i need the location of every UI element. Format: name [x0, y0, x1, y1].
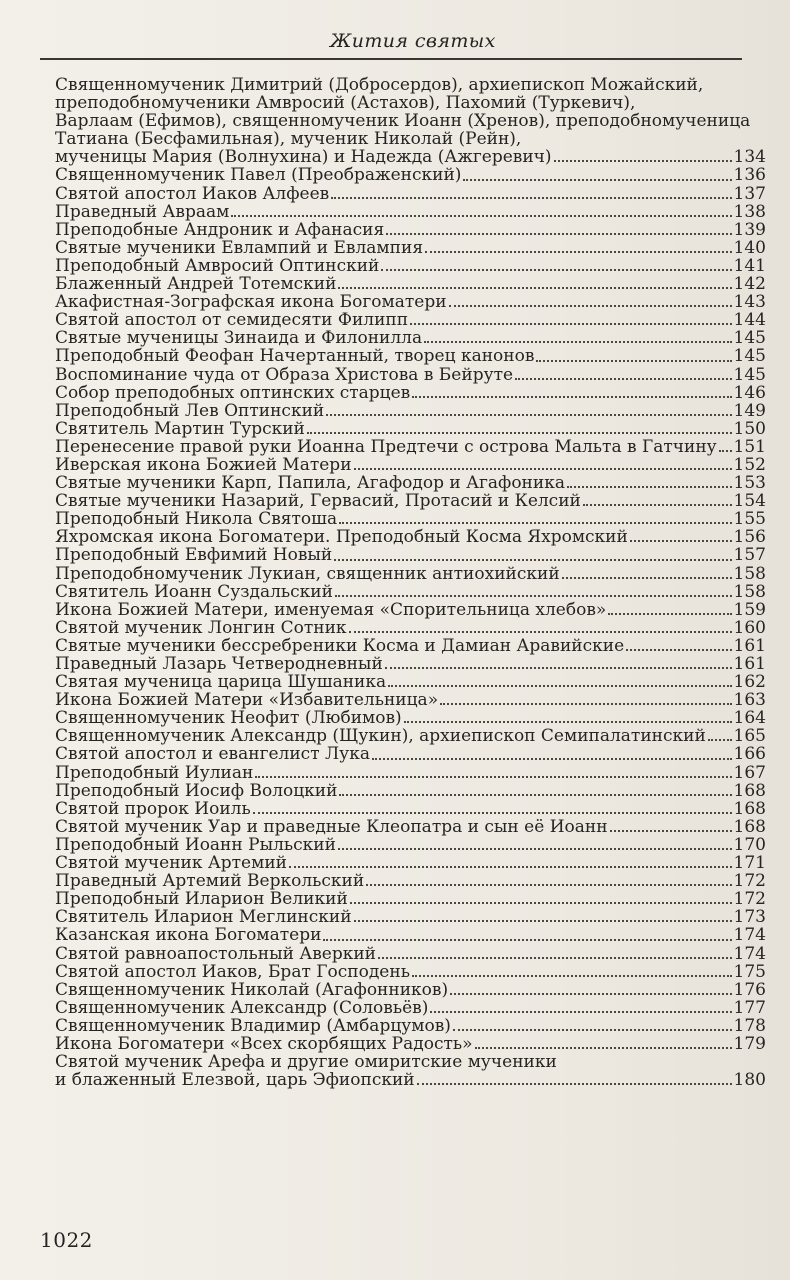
entry-title: Праведный Артемий Веркольский	[55, 872, 365, 891]
entry-page-number: 161	[733, 635, 766, 656]
entry-row	[55, 691, 766, 709]
dot-leader	[610, 830, 732, 832]
toc-entry	[55, 890, 766, 908]
toc-entry	[55, 709, 766, 727]
entry-title: Блаженный Андрей Тотемский	[55, 275, 337, 294]
entry-title: Иверская икона Божией Матери	[55, 455, 352, 475]
entry-title: Преподобный Амвросий Оптинский	[55, 256, 380, 276]
entry-page-number: 153	[733, 473, 766, 494]
entry-row	[55, 221, 766, 239]
entry-page-number: 172	[733, 889, 766, 910]
entry-title: Святые мученики Евлампий и Евлампия	[55, 238, 424, 257]
dot-leader	[338, 848, 732, 850]
entry-page-number: 150	[733, 418, 766, 439]
entry-page-number: 139	[733, 219, 766, 240]
entry-row	[55, 963, 766, 981]
entry-row	[55, 293, 766, 311]
entry-title: Преподобный Иоанн Рыльский	[55, 835, 336, 855]
toc-entry	[55, 402, 766, 420]
entry-row	[55, 510, 766, 528]
entry-row	[55, 619, 766, 637]
dot-leader	[424, 341, 731, 343]
entry-page-number: 146	[733, 382, 766, 403]
entry-row	[55, 890, 766, 908]
entry-title: Святая мученица царица Шушаника	[55, 673, 387, 692]
entry-row	[55, 836, 766, 854]
toc-entry	[55, 908, 766, 926]
toc-entry	[55, 293, 766, 311]
entry-title: Священномученик Александр (Соловьёв)	[55, 998, 429, 1017]
entry-row	[55, 601, 766, 619]
entry-page-number: 158	[733, 581, 766, 602]
entry-page-number: 163	[733, 690, 766, 711]
entry-row	[55, 438, 766, 456]
toc-entry	[55, 691, 766, 709]
entry-row	[55, 474, 766, 492]
entry-title: Казанская икона Богоматери	[55, 926, 322, 945]
entry-page-number: 164	[733, 708, 766, 729]
entry-row	[55, 347, 766, 365]
toc-entry	[55, 818, 766, 836]
entry-page-number: 156	[733, 527, 766, 548]
entry-page-number: 173	[733, 907, 766, 928]
entry-page-number: 170	[733, 834, 766, 855]
entry-title: Святитель Иоанн Суздальский	[55, 582, 333, 601]
dot-leader	[372, 758, 732, 760]
entry-title: мученицы Мария (Волнухина) и Надежда (Ажгеревич)	[55, 148, 552, 167]
dot-leader	[385, 667, 732, 669]
entry-page-number: 140	[733, 237, 766, 258]
toc-entry	[55, 963, 766, 981]
dot-leader	[335, 595, 732, 597]
entry-page-number: 168	[733, 816, 766, 837]
entry-page-number: 142	[733, 274, 766, 295]
dot-leader	[350, 902, 732, 904]
toc-entry	[55, 438, 766, 456]
entry-title: Святой апостол Иаков Алфеев	[55, 184, 330, 203]
entry-title: Преподобный Иулиан	[55, 763, 254, 782]
toc-entry	[55, 166, 766, 184]
entry-title: Святой апостол и евангелист Лука	[55, 745, 370, 764]
entry-page-number: 143	[733, 292, 766, 313]
entry-title: Собор преподобных оптинских старцев	[55, 383, 411, 402]
toc-entry	[55, 619, 766, 637]
entry-row	[55, 492, 766, 510]
toc-entry	[55, 800, 766, 818]
entry-page-number: 166	[733, 744, 766, 765]
entry-row	[55, 745, 766, 763]
entry-page-number: 165	[733, 726, 766, 747]
toc-entry	[55, 782, 766, 800]
entry-page-number: 157	[733, 545, 766, 566]
entry-row	[55, 655, 766, 673]
toc-entry	[55, 420, 766, 438]
entry-row	[55, 148, 766, 166]
entry-title-line: Татиана (Бесфамильная), мученик Николай (Рейн),	[55, 130, 522, 149]
entry-title: Святитель Мартин Турский	[55, 419, 305, 438]
dot-leader	[554, 160, 732, 162]
running-head: Жития святых	[330, 30, 496, 52]
entry-row	[55, 239, 766, 257]
dot-leader	[338, 287, 731, 289]
entry-row	[55, 565, 766, 583]
entry-title-line: Священномученик Димитрий (Добросердов), архиепископ Можайский,	[55, 76, 704, 95]
dot-leader	[583, 504, 732, 506]
dot-leader	[253, 812, 732, 814]
entry-title: Святые мученики Карп, Папила, Агафодор и Агафоника	[55, 474, 565, 493]
entry-row	[55, 709, 766, 727]
toc-entry	[55, 945, 766, 963]
entry-title: Священномученик Николай (Агафонников)	[55, 980, 449, 999]
entry-page-number: 136	[733, 165, 766, 186]
entry-row	[55, 999, 766, 1017]
entry-row	[55, 637, 766, 655]
entry-title: Преподобный Лев Оптинский	[55, 401, 325, 420]
entry-title: Акафистная-Зографская икона Богоматери	[55, 293, 447, 312]
entry-title: Воспоминание чуда от Образа Христова в Бейруте	[55, 365, 514, 384]
toc-entry	[55, 239, 766, 257]
entry-title: Икона Богоматери «Всех скорбящих Радость»	[55, 1034, 473, 1054]
entry-page-number: 177	[733, 997, 766, 1018]
entry-row	[55, 872, 766, 890]
entry-title-line: Варлаам (Ефимов), священномученик Иоанн (Хренов), преподобномученица	[55, 112, 751, 131]
dot-leader	[354, 468, 732, 470]
entry-page-number: 159	[733, 599, 766, 620]
entry-row	[55, 257, 766, 275]
toc-entry	[55, 257, 766, 275]
toc-entry	[55, 76, 766, 166]
entry-row	[55, 546, 766, 564]
entry-page-number: 179	[733, 1033, 766, 1054]
toc-entry	[55, 565, 766, 583]
entry-title-line: Святой мученик Арефа и другие омиритские мученики	[55, 1053, 557, 1072]
entry-title: Святой мученик Лонгин Сотник	[55, 618, 347, 637]
entry-row	[55, 366, 766, 384]
entry-page-number: 172	[733, 871, 766, 892]
toc-entry	[55, 546, 766, 564]
entry-row	[55, 456, 766, 474]
toc-entry	[55, 474, 766, 492]
dot-leader	[608, 613, 731, 615]
entry-row	[55, 1071, 766, 1089]
entry-page-number: 155	[733, 509, 766, 530]
toc-entry	[55, 764, 766, 782]
dot-leader	[430, 1011, 731, 1013]
entry-row	[55, 908, 766, 926]
toc-entry	[55, 999, 766, 1017]
entry-title: Святые мученики Назарий, Гервасий, Протасий и Келсий	[55, 492, 581, 511]
entry-title: Преподобномученик Лукиан, священник антиохийский	[55, 564, 560, 583]
entry-title: Святой равноапостольный Аверкий	[55, 944, 377, 963]
entry-page-number: 145	[733, 364, 766, 385]
entry-row	[55, 311, 766, 329]
toc-entry	[55, 275, 766, 293]
entry-row	[55, 329, 766, 347]
entry-title: Праведный Авраам	[55, 202, 230, 221]
toc-entry	[55, 384, 766, 402]
dot-leader	[450, 993, 731, 995]
entry-title: Святитель Иларион Меглинский	[55, 908, 352, 927]
entry-title: Икона Божией Матери «Избавительница»	[55, 691, 439, 710]
entry-row	[55, 384, 766, 402]
dot-leader	[425, 251, 732, 253]
dot-leader	[475, 1047, 732, 1049]
entry-page-number: 162	[733, 672, 766, 693]
dot-leader	[366, 884, 731, 886]
entry-row	[55, 275, 766, 293]
dot-leader	[404, 721, 732, 723]
dot-leader	[453, 1029, 732, 1031]
entry-page-number: 145	[733, 328, 766, 349]
entry-title: Священномученик Владимир (Амбарцумов)	[55, 1016, 451, 1035]
toc-entry	[55, 347, 766, 365]
dot-leader	[630, 540, 732, 542]
entry-title: Святой апостол Иаков, Брат Господень	[55, 962, 410, 981]
entry-title: и блаженный Елезвой, царь Эфиопский	[55, 1071, 415, 1090]
toc-entry	[55, 583, 766, 601]
dot-leader	[326, 414, 731, 416]
entry-page-number: 137	[733, 183, 766, 204]
entry-page-number: 144	[733, 310, 766, 331]
dot-leader	[536, 360, 731, 362]
entry-row	[55, 402, 766, 420]
toc-entry	[55, 872, 766, 890]
toc-entry	[55, 492, 766, 510]
page-number: 1022	[40, 1228, 93, 1252]
dot-leader	[515, 378, 732, 380]
dot-leader	[386, 233, 731, 235]
entry-page-number: 176	[733, 979, 766, 1000]
toc-entry	[55, 366, 766, 384]
entry-page-number: 174	[733, 925, 766, 946]
entry-title: Преподобный Евфимий Новый	[55, 546, 333, 565]
dot-leader	[440, 703, 731, 705]
entry-row	[55, 926, 766, 944]
entry-row	[55, 673, 766, 691]
entry-title: Преподобный Иларион Великий	[55, 890, 348, 909]
entry-row	[55, 420, 766, 438]
entry-title: Святой апостол от семидесяти Филипп	[55, 311, 409, 330]
toc-entry	[55, 727, 766, 745]
entry-row	[55, 203, 766, 221]
entry-title: Святой мученик Уар и праведные Клеопатра и сын её Иоанн	[55, 817, 608, 836]
dot-leader	[339, 522, 731, 524]
dot-leader	[378, 957, 732, 959]
entry-page-number: 167	[733, 762, 766, 783]
dot-leader	[354, 920, 732, 922]
dot-leader	[339, 794, 731, 796]
toc-entry	[55, 836, 766, 854]
toc-entry	[55, 854, 766, 872]
entry-page-number: 154	[733, 491, 766, 512]
toc-entry	[55, 655, 766, 673]
entry-page-number: 180	[733, 1070, 766, 1091]
entry-title: Преподобный Иосиф Волоцкий	[55, 781, 338, 800]
dot-leader	[567, 486, 732, 488]
toc-entry	[55, 926, 766, 944]
dot-leader	[381, 269, 731, 271]
dot-leader	[331, 197, 731, 199]
entry-row	[55, 727, 766, 745]
entry-page-number: 178	[733, 1015, 766, 1036]
entry-title: Святые мученицы Зинаида и Филонилла	[55, 329, 423, 348]
dot-leader	[708, 739, 732, 741]
entry-page-number: 171	[733, 853, 766, 874]
entry-title: Преподобный Феофан Начертанный, творец канонов	[55, 347, 535, 366]
entry-page-number: 160	[733, 617, 766, 638]
dot-leader	[626, 649, 731, 651]
entry-row	[55, 583, 766, 601]
dot-leader	[349, 631, 732, 633]
entry-row	[55, 945, 766, 963]
entry-page-number: 175	[733, 961, 766, 982]
entry-row	[55, 1017, 766, 1035]
entry-title: Святой мученик Артемий	[55, 854, 287, 873]
dot-leader	[307, 432, 732, 434]
dot-leader	[449, 305, 732, 307]
table-of-contents	[55, 76, 766, 1089]
dot-leader	[323, 939, 731, 941]
toc-entry	[55, 637, 766, 655]
entry-title: Священномученик Неофит (Любимов)	[55, 709, 402, 728]
dot-leader	[463, 179, 731, 181]
entry-row	[55, 854, 766, 872]
entry-row	[55, 528, 766, 546]
header-rule	[40, 58, 742, 60]
dot-leader	[410, 323, 731, 325]
entry-row	[55, 1035, 766, 1053]
toc-entry	[55, 1017, 766, 1035]
entry-title: Святые мученики бессребреники Косма и Дамиан Аравийские	[55, 636, 625, 655]
entry-title: Преподобные Андроник и Афанасия	[55, 220, 385, 239]
toc-entry	[55, 745, 766, 763]
entry-row	[55, 185, 766, 203]
toc-entry	[55, 673, 766, 691]
entry-page-number: 149	[733, 400, 766, 421]
dot-leader	[289, 866, 732, 868]
entry-page-number: 141	[733, 255, 766, 276]
toc-entry	[55, 456, 766, 474]
dot-leader	[412, 975, 732, 977]
toc-entry	[55, 221, 766, 239]
entry-row	[55, 818, 766, 836]
toc-entry	[55, 1053, 766, 1089]
entry-page-number: 134	[733, 147, 766, 168]
entry-page-number: 152	[733, 454, 766, 475]
entry-row	[55, 764, 766, 782]
entry-title: Священномученик Павел (Преображенский)	[55, 166, 462, 185]
toc-entry	[55, 528, 766, 546]
toc-entry	[55, 981, 766, 999]
entry-title: Святой пророк Иоиль	[55, 799, 251, 818]
toc-entry	[55, 311, 766, 329]
entry-page-number: 145	[733, 346, 766, 367]
dot-leader	[562, 577, 732, 579]
entry-page-number: 158	[733, 563, 766, 584]
dot-leader	[412, 396, 731, 398]
entry-page-number: 174	[733, 943, 766, 964]
entry-page-number: 151	[733, 436, 766, 457]
entry-title: Перенесение правой руки Иоанна Предтечи с острова Мальта в Гатчину	[55, 437, 717, 456]
entry-row	[55, 782, 766, 800]
dot-leader	[417, 1083, 732, 1085]
toc-entry	[55, 1035, 766, 1053]
entry-page-number: 138	[733, 201, 766, 222]
entry-page-number: 168	[733, 798, 766, 819]
entry-title: Священномученик Александр (Щукин), архиепископ Семипалатинский	[55, 727, 706, 746]
entry-row	[55, 981, 766, 999]
entry-title-line: преподобномученики Амвросий (Астахов), Пахомий (Туркевич),	[55, 94, 636, 113]
entry-title: Яхромская икона Богоматери. Преподобный Косма Яхромский	[55, 528, 628, 547]
dot-leader	[388, 685, 731, 687]
entry-title: Икона Божией Матери, именуемая «Спорительница хлебов»	[55, 600, 607, 619]
entry-row	[55, 166, 766, 184]
entry-title: Праведный Лазарь Четверодневный	[55, 655, 383, 674]
dot-leader	[334, 559, 731, 561]
toc-entry	[55, 185, 766, 203]
toc-entry	[55, 601, 766, 619]
dot-leader	[719, 450, 732, 452]
toc-entry	[55, 203, 766, 221]
entry-row	[55, 800, 766, 818]
entry-page-number: 161	[733, 654, 766, 674]
dot-leader	[255, 776, 731, 778]
dot-leader	[231, 215, 731, 217]
entry-page-number: 168	[733, 780, 766, 801]
toc-entry	[55, 329, 766, 347]
toc-entry	[55, 510, 766, 528]
entry-title: Преподобный Никола Святоша	[55, 510, 338, 529]
